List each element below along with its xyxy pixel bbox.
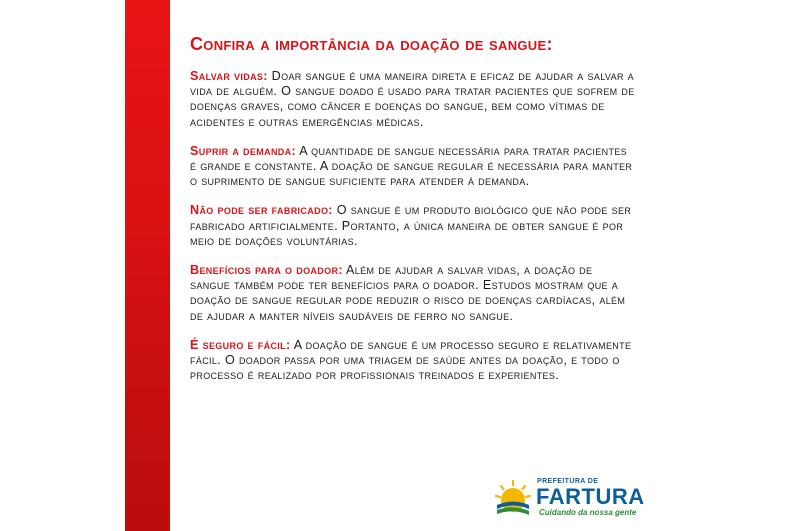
- section-salvar-vidas: [190, 69, 635, 130]
- section-heading: Suprir a demanda:: [190, 143, 297, 158]
- section-beneficios: [190, 263, 635, 324]
- section-text: O sangue é um produto biológico que não pode ser fabricado artificialmente. Portanto, a única maneira de obter sangue é por meio de doações voluntárias.: [190, 203, 632, 248]
- section-heading: Benefícios para o doador:: [190, 263, 343, 278]
- section-text: A quantidade de sangue necessária para tratar pacientes é grande e constante. A doação de sangue regular é necessária para manter o suprimento de sangue suficiente para atender à demanda.: [190, 143, 633, 189]
- article: [190, 34, 635, 397]
- section-text: A doação de sangue é um processo seguro e relativamente fácil. O doador passa por uma triagem de saúde antes da doação, e todo o processo é realizado por profissionais treinados e experientes.: [190, 337, 632, 383]
- section-nao-fabricado: [190, 203, 635, 249]
- prefeitura-fartura-logo: [493, 476, 653, 520]
- section-heading: Salvar vidas:: [190, 69, 268, 83]
- section-suprir-demanda: [190, 144, 635, 190]
- section-text: Além de ajudar a salvar vidas, a doação de sangue também pode ter benefícios para o doador. Estudos mostram que a doação de sangue regular pode reduzir o risco de doenças cardíacas, além de ajudar a manter níveis saudáveis de ferro no sangue.: [190, 263, 626, 323]
- page-title: Confira a importância da doação de sangue:: [190, 34, 553, 54]
- red-side-stripe: [125, 0, 170, 531]
- logo-small-text: PREFEITURA DE: [537, 478, 599, 485]
- section-heading: É seguro e fácil:: [190, 337, 291, 352]
- section-seguro-facil: [190, 338, 635, 384]
- sun-emblem-icon: [493, 478, 533, 518]
- logo-name: FARTURA: [536, 484, 645, 509]
- logo-tagline: Cuidando da nossa gente: [539, 508, 637, 517]
- section-text: Doar sangue é uma maneira direta e eficaz de ajudar a salvar a vida de alguém. O sangue doado é usado para tratar pacientes que sofrem de doenças graves, como câncer e doenças do sangue, bem como vítimas de acidentes e outras emergências médicas.: [190, 69, 635, 129]
- section-heading: Não pode ser fabricado:: [190, 203, 333, 218]
